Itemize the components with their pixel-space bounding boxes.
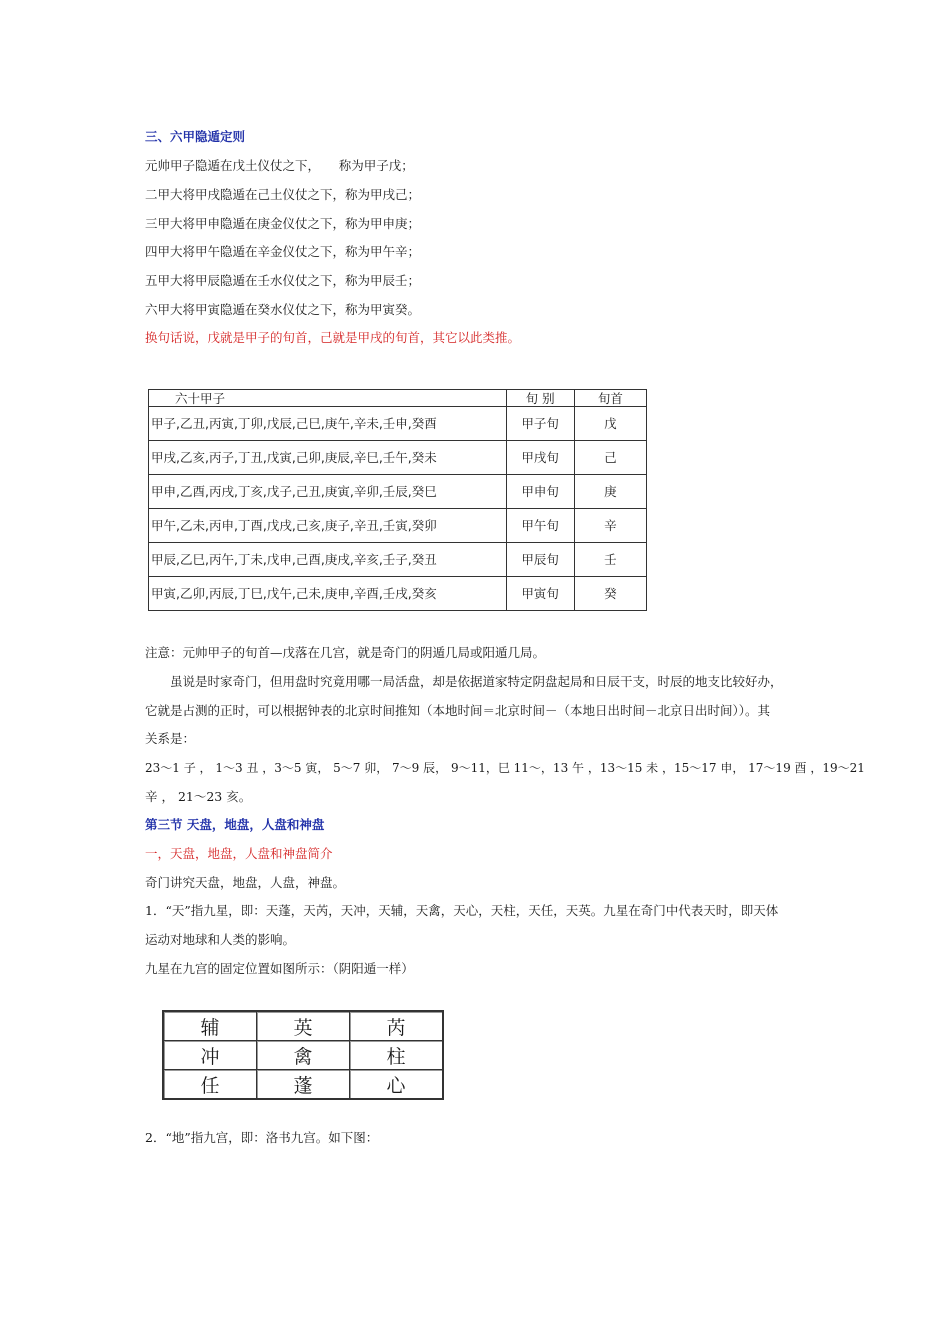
sixty-jiazi-table	[148, 389, 647, 611]
jiazi-cell: 甲申,乙酉,丙戌,丁亥,戊子,己丑,庚寅,辛卯,壬辰,癸巳	[149, 475, 507, 509]
shou-cell: 壬	[574, 543, 646, 577]
rule-line-2: 二甲大将甲戌隐遁在己土仪仗之下，称为甲戌己；	[145, 187, 421, 202]
time-mapping-line-1: 23～1 子 ， 1～3 丑 ，3～5 寅， 5～7 卯， 7～9 辰， 9～11，巳 11～，13 午 ，13～15 未 ，15～17 申， 17～19 酉 ，19～21	[145, 761, 865, 775]
xun-cell: 甲申旬	[506, 475, 574, 509]
star-caption: 九星在九宫的固定位置如图所示：（阴阳遁一样）	[145, 961, 414, 976]
item1-line-2: 运动对地球和人类的影响。	[145, 932, 296, 947]
star-cell: 蓬	[257, 1070, 350, 1100]
star-cell: 英	[257, 1011, 350, 1041]
grid-row	[163, 1070, 443, 1100]
xun-cell: 甲辰旬	[506, 543, 574, 577]
header-xunshou: 旬首	[574, 390, 646, 407]
star-cell: 心	[350, 1070, 444, 1100]
jiazi-cell: 甲午,乙未,丙申,丁酉,戊戌,己亥,庚子,辛丑,壬寅,癸卯	[149, 509, 507, 543]
jiazi-cell: 甲戌,乙亥,丙子,丁丑,戊寅,己卯,庚辰,辛巳,壬午,癸未	[149, 441, 507, 475]
nine-star-grid	[162, 1010, 444, 1100]
item2-line: 2．“地”指九宫，即：洛书九宫。如下图：	[145, 1130, 379, 1145]
table-row	[149, 407, 647, 441]
jiazi-cell: 甲辰,乙巳,丙午,丁未,戊申,己酉,庚戌,辛亥,壬子,癸丑	[149, 543, 507, 577]
table-row	[149, 543, 647, 577]
section-title-tianpan: 第三节 天盘，地盘，人盘和神盘	[145, 817, 325, 832]
table-row	[149, 475, 647, 509]
intro-line: 奇门讲究天盘，地盘，人盘，神盘。	[145, 875, 346, 890]
paragraph-line-3: 关系是：	[145, 731, 196, 746]
time-mapping-line-2: 辛 ， 21～23 亥。	[145, 789, 252, 804]
header-liushi-jiazi: 六十甲子	[149, 390, 507, 407]
rule-line-3: 三甲大将甲申隐遁在庚金仪仗之下，称为甲申庚；	[145, 216, 421, 231]
shou-cell: 戊	[574, 407, 646, 441]
paragraph-line-1: 虽说是时家奇门，但用盘时究竟用哪一局活盘，却是依据道家特定阴盘起局和日辰干支，时辰的地支比较好办，	[170, 674, 783, 689]
shou-cell: 庚	[574, 475, 646, 509]
rule-line-1: 元帅甲子隐遁在戊土仪仗之下， 称为甲子戊；	[145, 158, 414, 173]
star-cell: 冲	[163, 1041, 257, 1070]
rule-line-6: 六甲大将甲寅隐遁在癸水仪仗之下，称为甲寅癸。	[145, 302, 421, 317]
star-cell: 柱	[350, 1041, 444, 1070]
table-header-row	[149, 390, 647, 407]
note-yuanshuai: 注意：元帅甲子的旬首—戊落在几宫，就是奇门的阴遁几局或阳遁几局。	[145, 645, 546, 660]
xun-cell: 甲寅旬	[506, 577, 574, 611]
xun-cell: 甲午旬	[506, 509, 574, 543]
table-row	[149, 577, 647, 611]
shou-cell: 癸	[574, 577, 646, 611]
star-cell: 芮	[350, 1011, 444, 1041]
xun-cell: 甲子旬	[506, 407, 574, 441]
star-cell: 禽	[257, 1041, 350, 1070]
star-cell: 任	[163, 1070, 257, 1100]
subsection-title: 一，天盘，地盘，人盘和神盘简介	[145, 846, 333, 861]
grid-row	[163, 1041, 443, 1070]
table-row	[149, 509, 647, 543]
jiazi-cell: 甲子,乙丑,丙寅,丁卯,戊辰,己巳,庚午,辛未,壬申,癸酉	[149, 407, 507, 441]
xun-cell: 甲戌旬	[506, 441, 574, 475]
rule-line-4: 四甲大将甲午隐遁在辛金仪仗之下，称为甲午辛；	[145, 244, 421, 259]
paragraph-line-2: 它就是占测的正时，可以根据钟表的北京时间推知（本地时间＝北京时间－（本地日出时间－北京日出时间））。其	[145, 703, 771, 718]
star-cell: 辅	[163, 1011, 257, 1041]
red-note: 换句话说，戊就是甲子的旬首，己就是甲戌的旬首，其它以此类推。	[145, 330, 521, 345]
table-row	[149, 441, 647, 475]
section-title-liujia: 三、六甲隐遁定则	[145, 129, 246, 144]
item1-line-1: 1．“天”指九星，即：天蓬，天芮，天冲，天辅，天禽，天心，天柱，天任，天英。九星在奇门中代表天时，即天体	[145, 903, 779, 918]
shou-cell: 己	[574, 441, 646, 475]
shou-cell: 辛	[574, 509, 646, 543]
jiazi-cell: 甲寅,乙卯,丙辰,丁巳,戊午,己未,庚申,辛酉,壬戌,癸亥	[149, 577, 507, 611]
grid-row	[163, 1011, 443, 1041]
header-xunbie: 旬 别	[506, 390, 574, 407]
rule-line-5: 五甲大将甲辰隐遁在壬水仪仗之下，称为甲辰壬；	[145, 273, 421, 288]
